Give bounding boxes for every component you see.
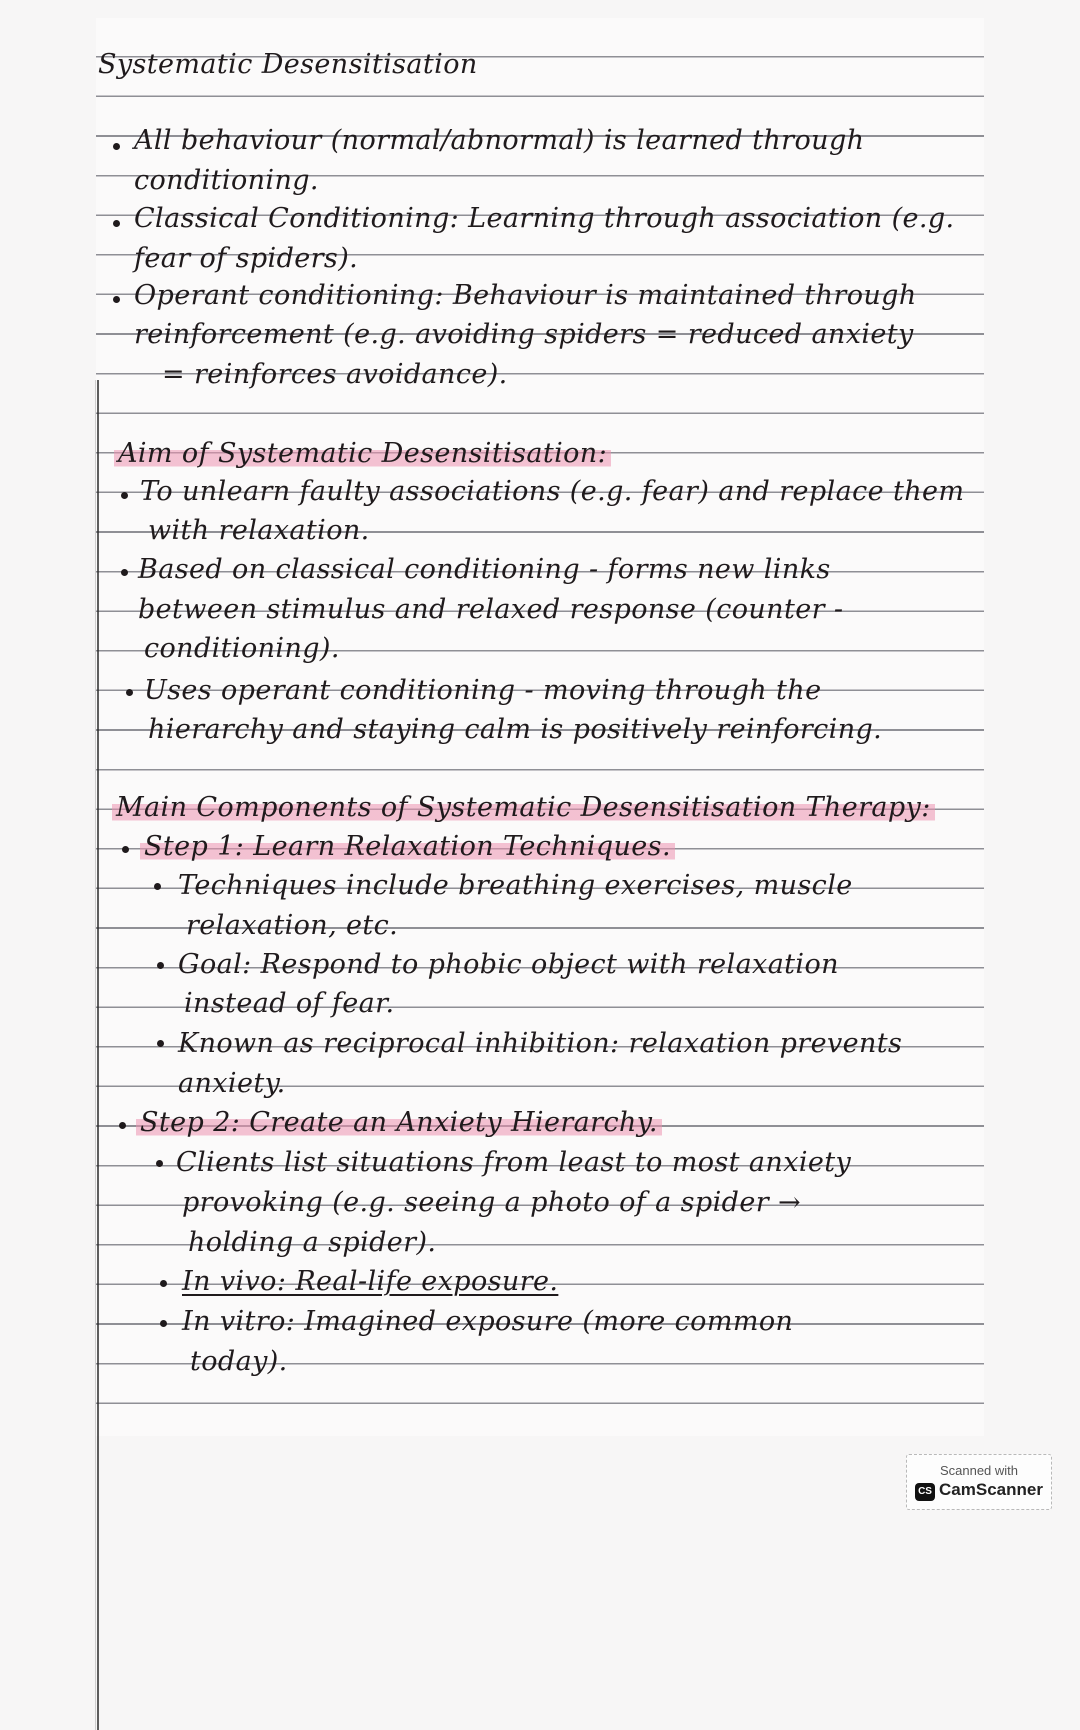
note-line: with relaxation. (148, 515, 370, 546)
step2-heading: Step 2: Create an Anxiety Hierarchy. (136, 1107, 662, 1138)
step-heading (140, 830, 675, 864)
note-line: Techniques include breathing exercises, muscle (178, 870, 853, 901)
section-heading (112, 791, 935, 825)
note-line: In vitro: Imagined exposure (more common (182, 1306, 794, 1337)
note-line: All behaviour (normal/abnormal) is learned through (134, 125, 865, 156)
note-line: Based on classical conditioning - forms new links (138, 554, 831, 585)
bullet (121, 492, 128, 499)
bullet (122, 846, 129, 853)
note-line: Known as reciprocal inhibition: relaxation prevents (178, 1028, 903, 1059)
note-line: anxiety. (178, 1068, 286, 1099)
note-line: Operant conditioning: Behaviour is maintained through (134, 280, 917, 311)
bullet (160, 1320, 167, 1327)
note-line: hierarchy and staying calm is positively reinforcing. (148, 714, 883, 745)
components-heading: Main Components of Systematic Desensitisation Therapy: (112, 792, 935, 823)
note-line: relaxation, etc. (186, 910, 399, 941)
bullet (154, 883, 161, 890)
bullet (126, 689, 133, 696)
note-line: fear of spiders). (134, 243, 359, 274)
note-line: Clients list situations from least to most anxiety (176, 1147, 852, 1178)
watermark-brand-name: CamScanner (939, 1480, 1043, 1499)
note-line: = reinforces avoidance). (162, 359, 508, 390)
note-line: today). (190, 1346, 288, 1377)
bullet (119, 1122, 126, 1129)
note-line: reinforcement (e.g. avoiding spiders = reduced anxiety (134, 319, 914, 350)
bullet (160, 1280, 167, 1287)
bullet (156, 1160, 163, 1167)
note-line: between stimulus and relaxed response (counter - (138, 594, 844, 625)
note-line: Goal: Respond to phobic object with relaxation (178, 949, 839, 980)
section-heading (114, 437, 611, 471)
step-heading (136, 1106, 662, 1140)
camscanner-watermark (906, 1454, 1052, 1510)
bullet (113, 143, 120, 150)
note-line: holding a spider). (188, 1227, 437, 1258)
step1-heading: Step 1: Learn Relaxation Techniques. (140, 831, 675, 862)
bullet (157, 962, 164, 969)
note-line (182, 1265, 558, 1299)
bullet (121, 569, 128, 576)
bullet (113, 296, 120, 303)
camscanner-logo-icon: CS (915, 1483, 935, 1501)
note-line: instead of fear. (184, 988, 395, 1019)
note-line: conditioning). (144, 633, 340, 664)
watermark-caption: Scanned with (939, 1463, 1019, 1478)
note-line: To unlearn faulty associations (e.g. fear) and replace them (140, 476, 965, 507)
in-vivo-line: In vivo: Real-life exposure. (182, 1266, 559, 1297)
watermark-brand (907, 1480, 1051, 1501)
note-line: Classical Conditioning: Learning through association (e.g. (134, 203, 955, 234)
bullet (113, 220, 120, 227)
note-line: conditioning. (134, 165, 319, 196)
page-title: Systematic Desensitisation (98, 49, 478, 80)
note-line: provoking (e.g. seeing a photo of a spider → (182, 1187, 802, 1218)
note-line: Uses operant conditioning - moving through the (144, 675, 822, 706)
bullet (157, 1040, 164, 1047)
aim-heading: Aim of Systematic Desensitisation: (114, 438, 611, 469)
